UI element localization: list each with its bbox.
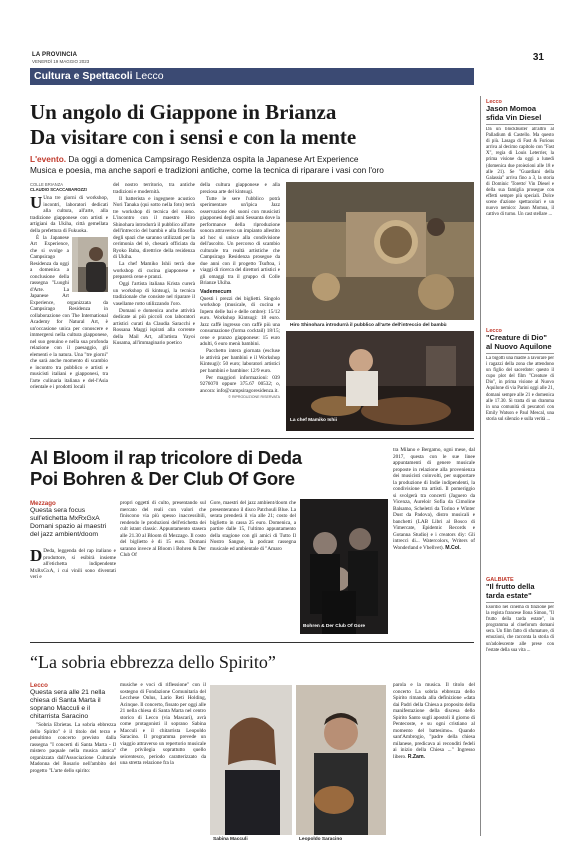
bloom-col-3: Gore, maestri del jazz ambient/doom che presenteranno il disco Patchouli Blue. La serata prenderà il via alle 21; costo del biglietto in cassa 25 euro. Domenica, a partire dalle 15, l'ultimo appuntamento della stagione con gli amici di Tutto Il Nostro Sangue, la podcast rassegna musicale ed ambientale di "Amaro bbox=[210, 500, 296, 552]
page-number: 31 bbox=[532, 52, 544, 63]
spirito-headline: “La sobria ebbrezza dello Spirito” bbox=[30, 652, 276, 672]
section-header bbox=[30, 68, 474, 85]
spirito-standfirst: Lecco Questa sera alle 21 nella chiesa di Santa Marta il soprano Macculi e il chitarrista Saracino bbox=[30, 682, 106, 720]
bloom-headline: Al Bloom il rap tricolore di Deda Poi Bohren & Der Club Of Gore bbox=[30, 447, 302, 489]
sidebar-item-frutto: GALBIATE "Il frutto della tarda estate" Esordio nel cinema di finzione per la regista francese Ilona Simon, "Il frutto della tarda estate", in programma al cineforum domani sera. Un film fatto di sfumature, di emozioni, che racconta la storia di un'adolescente alle prese con l'estate della sua vita ... bbox=[486, 577, 554, 653]
byline-place: COLLE BRIANZA bbox=[30, 182, 64, 187]
chef-photo-caption: La chef Mamiko Ishii bbox=[290, 418, 337, 423]
nori-tanaka-photo bbox=[72, 237, 108, 292]
main-headline bbox=[30, 100, 474, 150]
chef-photo bbox=[286, 331, 474, 431]
newspaper-name: LA PROVINCIA bbox=[32, 52, 78, 58]
kicker-tag: L'evento. bbox=[30, 154, 67, 164]
copyright-notice: © RIPRODUZIONE RISERVATA bbox=[228, 394, 280, 399]
spirito-col-3: parola e la musica. Il titolo del concerto La sobria ebbrezza dello Spirito rimanda alla definizione «data dai Padri della Chiesa a proposito della manifestazione della discesa dello Spirito Santo sugli apostoli il giorno di Pentecoste, e su ogni cristiano al momento del battesimo». Quando sant'Ambrogio, "padre della chiesa milanese, predicava ai reconditi fedeli ai inizio della Chiesa ..." Ingresso libero. R.Zam. bbox=[393, 682, 475, 760]
kicker-text-2: Musica e poesia, ma anche sapori e tradizioni antiche, come la tecnica di riparare i vasi con l'oro bbox=[30, 164, 384, 175]
spirito-col-2: musiche e voci di riflessione" con il sostegno di Fondazione Comunitaria del Lecchese Onlus, Lario Reti Holding, Acinque. Il concerto, fissato per oggi alle 21 nella chiesa di Santa Marta nel centro storico di Lecco (via Mascari), avrà come protagonisti il soprano Sabina Macculi e il chitarrista Leopoldo Saracino. Il programma prevede un viaggio attraverso un repertorio musicale che privilegia soprattutto quello seicentesco, periodo caratterizzato da una stretta relazione fra la bbox=[120, 682, 206, 766]
spirito-col-1: "Sobria Ebrietas. La sobria ebbrezza dello Spirito" è il titolo del terzo e penultimo concerto previsto dalla rassegna "I concerti di Santa Marta - Il mistero paquale nella musica antica" organizzata dall'Associazione Culturale Madonna del Rosario nell'ambito del progetto "L'arte dello spirito: bbox=[30, 722, 116, 774]
divider-spirito bbox=[30, 642, 474, 643]
sidebar-title-momoa: Jason Momoa sfida Vin Diesel bbox=[486, 104, 542, 122]
bohren-photo bbox=[300, 499, 388, 634]
issue-date: VENERDÌ 19 MAGGIO 2023 bbox=[32, 59, 90, 64]
sidebar-title-creature: "Creature di Dio" al Nuovo Aquilone bbox=[486, 333, 552, 351]
bloom-col-4: tra Milano e Bergamo, ogni mese, dal 2017, questa con le sue linee appuntamenti di genere musicale proposte in relazione alla provenienza dei musicisti coinvolti, per supportare la produzione di Indie indipendenti, la condivisione tra artisti. Il pomeriggio si svolgerà tra concerti (Jaguero da Vicenza, Aureloir Sofia da Cimoline Balsamo, Scheletri da Torino e Winter Dust da Padova), distro musicali e banchetti (LAB Libri al Bosco di Vimercate, Epidemic Records e Gotanna Studio) e i creators diy: Gli intrecci di... Watercolors, Writers of Wonderland e Vbellvet). M.Col. bbox=[393, 447, 475, 551]
main-article-col-1: U Una tre giorni di workshop, incontri, laboratori dedicati alla cultura, all'arte, alla tradizione giapponese con artisti e artigiani da Ukiha, città gemellata della prefettura di Fukuoka. È la Japanese Art Experience, che si svolge a Campsirago Residenza da oggi a domenica a conclusione della rassegna "Luoghi d'Arte. La Japanese Art Experience, organizzata da Campsirago Residenza in collaborazione con The International Academy for Natural Art, è un'occasione unica per conoscere e immergersi nella cultura giapponese, nel suo genuino e nella sua profonda relazione con il paesaggio, gli elementi e la natura. Una "tre giorni" che sarà anche momento di scambio e incontro tra pubblico e artisti e musicisti italiani e giapponesi, tra l'arte culinaria italiana e del-l'Asia orientale e i prodotti locali bbox=[30, 195, 108, 430]
sidebar-title-frutto: "Il frutto della tarda estate" bbox=[486, 582, 535, 600]
byline-author: CLAUDIO SCACCABAROZZI bbox=[30, 187, 87, 192]
saracino-photo bbox=[296, 685, 386, 835]
main-headline-line2: Da visitare con i sensi e con la mente bbox=[30, 125, 357, 149]
main-headline-line1: Un angolo di Giappone in Brianza bbox=[30, 100, 337, 124]
section-name: Cultura e Spettacoli bbox=[34, 70, 133, 82]
macculi-photo bbox=[210, 685, 292, 835]
kicker-text-1: Da oggi a domenica Campsirago Residenza ospita la Japanese Art Experience bbox=[68, 154, 359, 164]
col1-para2: È la Japanese Art Experience, che si svolge a Campsirago Residenza da oggi a domenica a conclusione della rassegna "Luoghi d'Arte. La Japanese Art Experience, organizzata da Campsirago Residenza in collaborazione con The International Academy for Natural Art, è un'occasione unica per conoscere e immergersi nella cultura giapponese, nel suo genuino e nella sua profonda relazione con il paesaggio, gli elementi e la natura. Una "tre giorni" che sarà anche momento di scambio e incontro tra pubblico e artisti e musicisti italiani e giapponesi, tra l'arte culinaria italiana e del-l'Asia orientale e i prodotti locali bbox=[30, 235, 108, 391]
bloom-col-2: propri oggetti di culto, presentando sul mercato del reali con valori che finiscono via più spesso inaccessibili, rendendo le produzioni dell'etichetta dei cult istant classic. Appuntamento stasera alle 21.30 al Bloom di Mezzago. Il costo del biglietto è di 15 euro. Domani saranno invece al Bloom i Bohren & Der Club Of bbox=[120, 500, 206, 558]
divider-bloom bbox=[30, 438, 474, 439]
main-article-col-3: della cultura giapponese e alla preziosa arte del kintsugi. Tutte le sere l'ubblico potrà sperimentare un'ipica Jazz osservazione dei suoni con musicisti giapponesi degli anni Sessanta dove la performance della riproduzione sonora attraverso un impianto allestito ad hoc si unisce alla condivisione dell'ascolto. Un percorso di scambio culturale tra realtà artistiche che Campsirago Residenza prosegue da due anni con il progetto Tsuftoa, i viaggi di ricerca del direttori artistici e gli omaggi tra il gruppo di Colle Brianze Ukiha. Vademecum Questi i prezzi dei biglietti. Singolo workshop (musicale, di cucina e Inpem delle bai e delle ombre): 15/12 euro. Workshop Kintsugi: 18 euro. Jazz caffè ingresso con caffè più una consumazione (forma cocktail) 18/15; cene e pranzo giapponese: 15 euro adulti, 6 euro menù bambini. Pacchetto intera giornata (escluse le attività per bambini e il Workshop Kintsugi): 50 euro; laboratori artistici per bambini e bambine: 12/9 euro. Per maggiori informazioni: 039 9276070 oppure 375.67 00532; o, ancora: info@campsiragoresidenza.it. © RIPRODUZIONE RISERVATA bbox=[200, 182, 280, 399]
saracino-photo-caption: Leopoldo Saracino bbox=[299, 837, 343, 842]
sidebar-item-momoa: Lecco Jason Momoa sfida Vin Diesel Da un blockbuster all'altro al Palladium di Castello. Ma questo di più. Lasaga di Fast & Furious arriva al decimo capitolo con "Fast X", regia di Louis Leterrier, la prima visione da oggi a lunedì (domenica due proiezioni alle 18 e alle 21). Se "Guardiani della Galassia" arriva fino a 3, la storia di Dominic 'Toretto' Vin Diesel e della sua famiglia prosegue con effetti sempre più speciali. Dolce scene d'azione spettacolari e un nuovo nemico: Jason Momoa, il cattivo di turno. Un cast stellare ... bbox=[486, 99, 554, 218]
macculi-photo-caption: Sabina Macculi bbox=[213, 837, 248, 842]
main-kicker bbox=[30, 154, 474, 175]
bamboo-photo-caption: Hiro Shinohara introdurrà il pubblico all'arte dell'intreccio del bambù bbox=[290, 323, 447, 328]
bamboo-photo bbox=[286, 182, 474, 320]
sidebar-divider bbox=[480, 96, 481, 836]
bloom-standfirst: Mezzago Questa sera focus sull'etichetta MxRxGxA Domani spazio ai maestri del jazz ambient/doom bbox=[30, 500, 107, 538]
sidebar-item-creature: Lecco "Creature di Dio" al Nuovo Aquilone La bigotti una madre a lavorare per i ragazzi della zona che attendono un figlio del sacerdote: questo il cupo plot del film "Creature di Dio", in prima visione al Nuovo Aquilone di via Parini oggi alle 21, domani sempre alle 21 e domenica alle 17.30. Si tratta di un dramma in una comunità di pescatori con Emily Watson e Paul Mescal, una storia sul silenzio e sulla verità ... bbox=[486, 328, 554, 422]
main-article-col-2: del nostro territorio, tra antiche tradizioni e modernità. Il batterista e ingegnere acustico Nori Tanaka (qui sotto nella foto) terrà tre workshop di tecnica del suono. L'incontro con il maestro Hiro Shinohara introdurrà il pubblico all'arte dell'intreccio del bambù e alla filosofia degli spazi che saranno utilizzati per la cerimonia del tè, chesarà officiata da Ryoko Baba, direttrice della residenza di Ukiha. La chef Mamiko Ishii terrà due workshop di cucina giapponese e preparerà cene e pranzi. Oggi l'artista italiana Krista curerà un workshop di kintsugi, la tecnica tradizionale che consiste nel riparare il vasellame rotto utilizzando l'oro. Domani e domenica anche attività dedicate ai più piccoli con laboratori artistici curati da Claudia Saracchi e Rossana Maggi ispirati alla corrente della Mail Art, all'artista Yayoi Kusama, all'immaginario poetico bbox=[113, 182, 195, 346]
vademecum-title: Vademecum bbox=[200, 288, 232, 295]
bohren-photo-caption: Bohren & Der Club Of Gore bbox=[303, 624, 366, 629]
bloom-col-1: D Deda, leggenda del rap italiano e produttore, si esibirà insieme all'etichetta indipendente MxRxGxA, i cui vinili sono diventati veri e bbox=[30, 548, 116, 580]
section-place: Lecco bbox=[135, 70, 164, 82]
